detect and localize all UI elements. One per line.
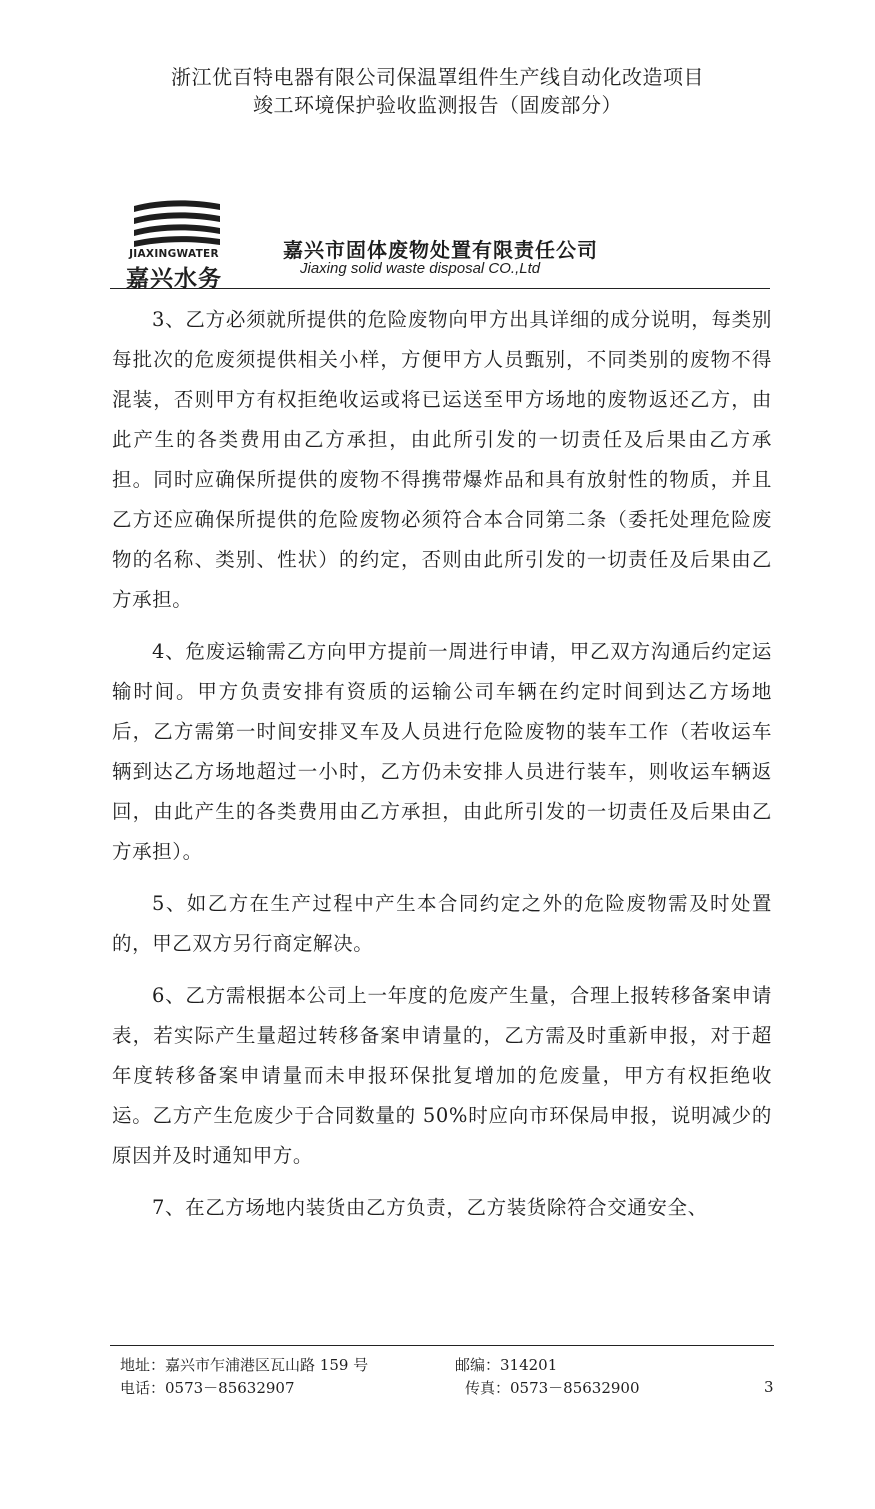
company-name-chinese: 嘉兴市固体废物处置有限责任公司	[283, 238, 598, 262]
clause-7: 7、在乙方场地内装货由乙方负责，乙方装货除符合交通安全、	[152, 1196, 708, 1219]
contract-body	[112, 300, 772, 1228]
footer-fax: 传真：0573－85632900	[465, 1379, 640, 1397]
clause-6: 6、乙方需根据本公司上一年度的危废产生量，合理上报转移备案申请表，若实际产生量超过转移备案申请量的，乙方需及时重新申报，对于超年度转移备案申请量而未申报环保批复增加的危废量，甲方有权拒绝收运。乙方产生危废少于合同数量的 50%时应向市环保局申报，说明减少的原因并及时通知甲方。	[112, 984, 772, 1167]
logo-chinese-text: 嘉兴水务	[126, 266, 222, 292]
footer-phone: 电话：0573－85632907	[120, 1379, 295, 1397]
water-waves-icon	[132, 200, 222, 248]
clause-5: 5、如乙方在生产过程中产生本合同约定之外的危险废物需及时处置的，甲乙双方另行商定解决。	[112, 892, 772, 955]
header-divider	[110, 288, 770, 289]
clause-4: 4、危废运输需乙方向甲方提前一周进行申请，甲乙双方沟通后约定运输时间。甲方负责安排有资质的运输公司车辆在约定时间到达乙方场地后，乙方需第一时间安排叉车及人员进行危险废物的装车工作（若收运车辆到达乙方场地超过一小时，乙方仍未安排人员进行装车，则收运车辆返回，由此产生的各类费用由乙方承担，由此所引发的一切责任及后果由乙方承担）。	[112, 640, 772, 863]
company-name-english: Jiaxing solid waste disposal CO.,Ltd	[300, 260, 541, 277]
logo-english-text: JIAXINGWATER	[129, 248, 219, 260]
clause-3: 3、乙方必须就所提供的危险废物向甲方出具详细的成分说明，每类别每批次的危废须提供相关小样，方便甲方人员甄别，不同类别的废物不得混装，否则甲方有权拒绝收运或将已运送至甲方场地的废物返还乙方，由此产生的各类费用由乙方承担，由此所引发的一切责任及后果由乙方承担。同时应确保所提供的废物不得携带爆炸品和具有放射性的物质，并且乙方还应确保所提供的危险废物必须符合本合同第二条（委托处理危险废物的名称、类别、性状）的约定，否则由此所引发的一切责任及后果由乙方承担。	[112, 308, 772, 611]
report-title-line-2: 竣工环境保护验收监测报告（固废部分）	[253, 93, 622, 117]
footer-address: 地址：嘉兴市乍浦港区瓦山路 159 号	[120, 1356, 369, 1374]
footer-divider	[110, 1345, 774, 1346]
company-logo	[118, 200, 230, 290]
report-title-line-1: 浙江优百特电器有限公司保温罩组件生产线自动化改造项目	[171, 65, 704, 89]
footer-postcode: 邮编：314201	[455, 1356, 558, 1374]
page-number: 3	[764, 1378, 774, 1396]
